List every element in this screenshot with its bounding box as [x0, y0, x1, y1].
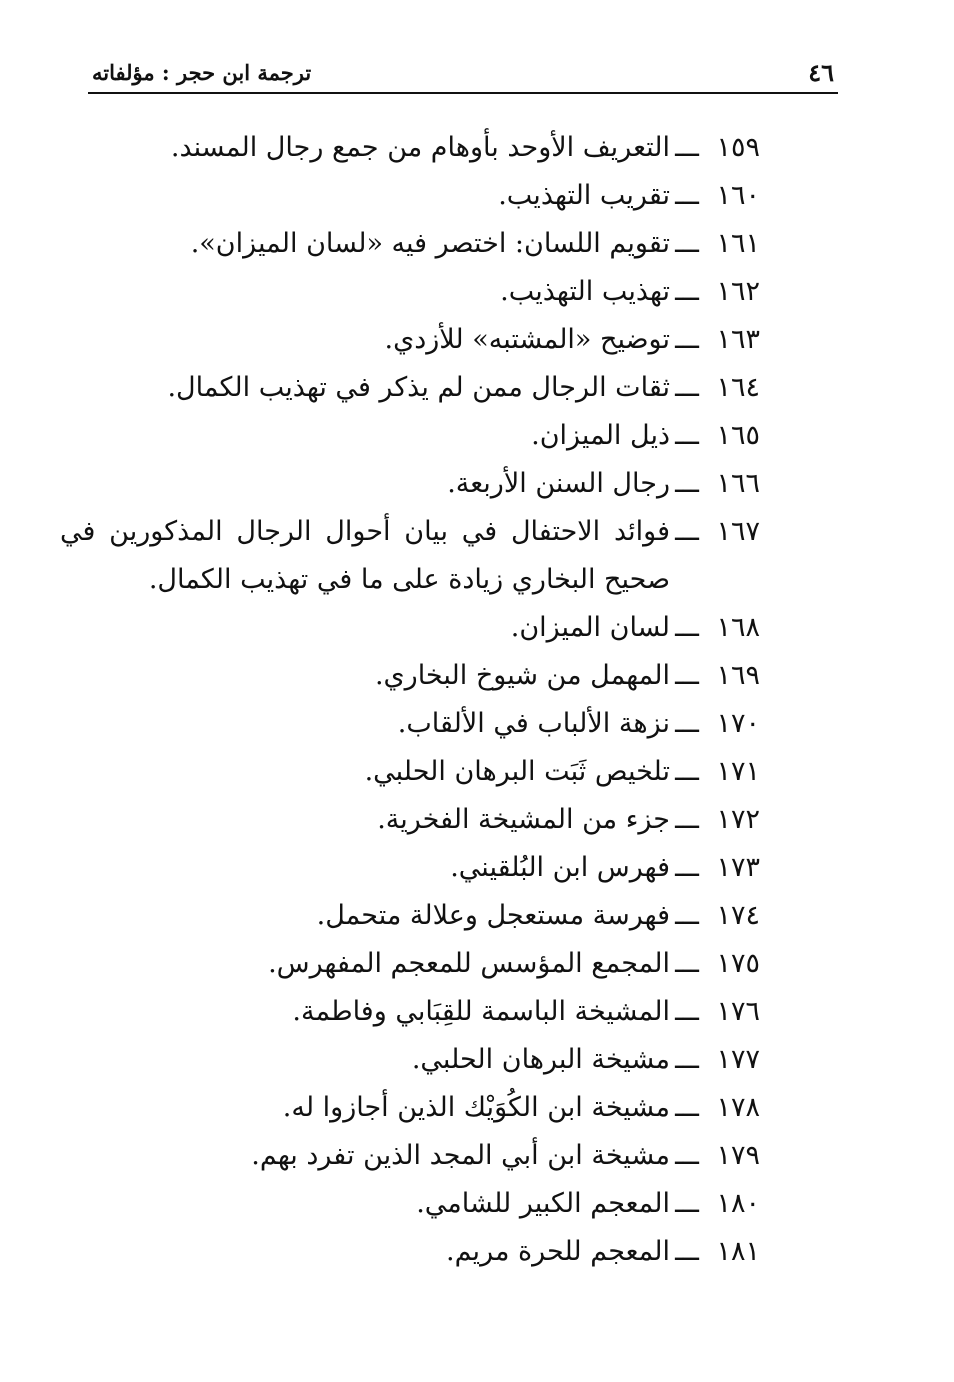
- entry-dash: ـــ: [675, 804, 699, 835]
- list-item: [60, 940, 760, 988]
- entry-title: المجمع المؤسس للمعجم المفهرس.: [268, 948, 670, 979]
- list-item: [60, 508, 760, 604]
- list-item: [60, 268, 760, 316]
- entry-dash: ـــ: [675, 372, 699, 403]
- entry-number: ١٦٩: [716, 660, 760, 691]
- entry-dash: ـــ: [675, 516, 699, 547]
- entry-dash: ـــ: [675, 276, 699, 307]
- entry-number: ١٦٠: [716, 180, 760, 211]
- entry-number: ١٧١: [716, 756, 760, 787]
- entry-title: نزهة الألباب في الألقاب.: [397, 708, 670, 739]
- entry-number: ١٦٣: [716, 324, 760, 355]
- entry-dash: ـــ: [675, 180, 699, 211]
- entry-title: مشيخة ابن الكُوَيْك الذين أجازوا له.: [282, 1092, 670, 1123]
- entry-dash: ـــ: [675, 1188, 699, 1219]
- list-item: [60, 1084, 760, 1132]
- entry-dash: ـــ: [675, 324, 699, 355]
- page-header: [88, 52, 838, 94]
- entry-title: توضيح «المشتبه» للأزدي.: [384, 324, 670, 355]
- entry-number: ١٦٨: [716, 612, 760, 643]
- entry-title: لسان الميزان.: [510, 612, 670, 643]
- entry-title: المهمل من شيوخ البخاري.: [374, 660, 670, 691]
- running-title: ترجمة ابن حجر : مؤلفاته: [92, 59, 312, 85]
- entry-title: رجال السنن الأربعة.: [447, 468, 670, 499]
- entry-dash: ـــ: [675, 948, 699, 979]
- list-item: [60, 460, 760, 508]
- entry-title-line: فوائد الاحتفال في بيان أحوال الرجال المذكورين في: [60, 516, 670, 547]
- list-item: [60, 700, 760, 748]
- entry-dash: ـــ: [675, 1236, 699, 1267]
- entry-dash: ـــ: [675, 708, 699, 739]
- entry-number: ١٧٣: [716, 852, 760, 883]
- entry-title: مشيخة ابن أبي المجد الذين تفرد بهم.: [251, 1140, 670, 1171]
- entry-number: ١٧٠: [716, 708, 760, 739]
- entry-number: ١٦٧: [716, 516, 760, 547]
- list-item: [60, 988, 760, 1036]
- list-item: [60, 604, 760, 652]
- entry-title: فهرسة مستعجل وعلالة متحمل.: [316, 900, 670, 931]
- entry-dash: ـــ: [675, 228, 699, 259]
- list-item: [60, 364, 760, 412]
- list-item: [60, 1180, 760, 1228]
- entry-dash: ـــ: [675, 996, 699, 1027]
- entry-dash: ـــ: [675, 420, 699, 451]
- entry-number: ١٦٤: [716, 372, 760, 403]
- entry-number: ١٨١: [716, 1236, 760, 1267]
- entry-number: ١٦٦: [716, 468, 760, 499]
- list-item: [60, 124, 760, 172]
- entry-dash: ـــ: [675, 132, 699, 163]
- entry-dash: ـــ: [675, 468, 699, 499]
- entry-dash: ـــ: [675, 852, 699, 883]
- entry-number: ١٦٢: [716, 276, 760, 307]
- list-item: [60, 412, 760, 460]
- entry-dash: ـــ: [675, 1044, 699, 1075]
- entry-number: ١٧٤: [716, 900, 760, 931]
- entry-dash: ـــ: [675, 1140, 699, 1171]
- entry-title: مشيخة البرهان الحلبي.: [411, 1044, 670, 1075]
- entry-number: ١٦٥: [716, 420, 760, 451]
- entry-dash: ـــ: [675, 756, 699, 787]
- page-number: ٤٦: [808, 57, 834, 87]
- list-item: [60, 172, 760, 220]
- list-item: [60, 220, 760, 268]
- entry-dash: ـــ: [675, 900, 699, 931]
- entry-title: [60, 508, 670, 604]
- list-item: [60, 1228, 760, 1276]
- entry-title: المعجم الكبير للشامي.: [416, 1188, 670, 1219]
- entry-title: تقويم اللسان: اختصر فيه «لسان الميزان».: [190, 228, 670, 259]
- list-item: [60, 316, 760, 364]
- entry-number: ١٧٧: [716, 1044, 760, 1075]
- entry-title: تلخيص ثَبَت البرهان الحلبي.: [364, 756, 670, 787]
- entry-number: ١٨٠: [716, 1188, 760, 1219]
- entry-number: ١٧٨: [716, 1092, 760, 1123]
- entry-number: ١٧٦: [716, 996, 760, 1027]
- list-item: [60, 892, 760, 940]
- list-item: [60, 844, 760, 892]
- entry-title: تهذيب التهذيب.: [500, 276, 670, 307]
- entry-title-line: صحيح البخاري زيادة على ما في تهذيب الكمال.: [148, 564, 670, 595]
- entry-dash: ـــ: [675, 660, 699, 691]
- entry-number: ١٦١: [716, 228, 760, 259]
- entry-title: ذيل الميزان.: [531, 420, 670, 451]
- list-item: [60, 796, 760, 844]
- entry-title: تقريب التهذيب.: [498, 180, 670, 211]
- list-item: [60, 652, 760, 700]
- entry-title: جزء من المشيخة الفخرية.: [377, 804, 670, 835]
- entry-title: المشيخة الباسمة للقِبَابي وفاطمة.: [292, 996, 670, 1027]
- list-item: [60, 748, 760, 796]
- entry-number: ١٧٢: [716, 804, 760, 835]
- entry-number: ١٧٩: [716, 1140, 760, 1171]
- entry-number: ١٧٥: [716, 948, 760, 979]
- entry-title: التعريف الأوحد بأوهام من جمع رجال المسند.: [170, 132, 670, 163]
- works-list: [60, 124, 760, 1276]
- list-item: [60, 1036, 760, 1084]
- entry-title: المعجم للحرة مريم.: [446, 1236, 670, 1267]
- entry-dash: ـــ: [675, 612, 699, 643]
- entry-number: ١٥٩: [716, 132, 760, 163]
- entry-dash: ـــ: [675, 1092, 699, 1123]
- list-item: [60, 1132, 760, 1180]
- entry-title: ثقات الرجال ممن لم يذكر في تهذيب الكمال.: [167, 372, 670, 403]
- entry-title: فهرس ابن البُلقيني.: [450, 852, 670, 883]
